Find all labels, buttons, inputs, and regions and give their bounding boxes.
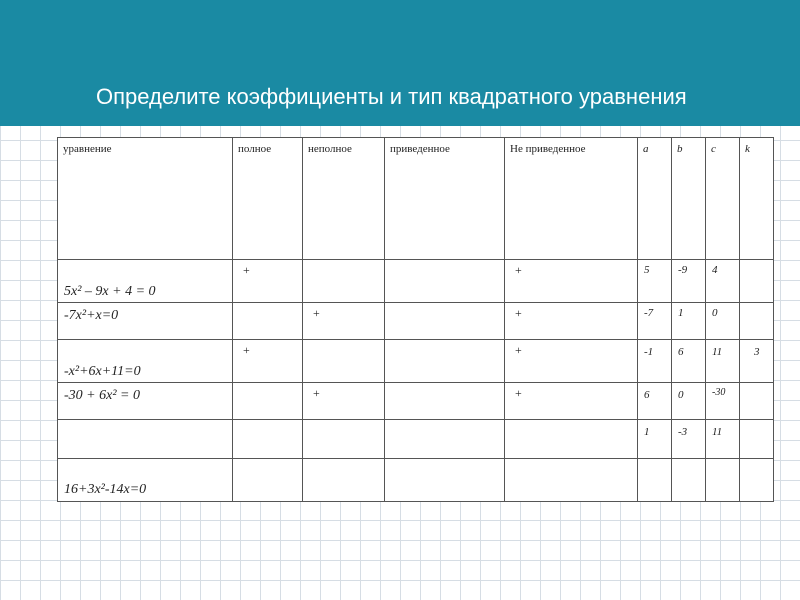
full-cell — [233, 383, 303, 420]
incomplete-cell — [303, 459, 385, 502]
table-row — [58, 303, 774, 340]
equation-cell — [58, 260, 233, 303]
not-reduced-mark: + — [515, 263, 522, 277]
table-row — [58, 340, 774, 383]
a-cell — [638, 459, 672, 502]
b-value: -3 — [678, 426, 688, 438]
equation-cell — [58, 383, 233, 420]
header-equation: уравнение — [58, 138, 233, 260]
c-value: 11 — [712, 426, 723, 438]
a-value: 6 — [644, 389, 650, 401]
incomplete-cell — [303, 383, 385, 420]
k-cell — [740, 420, 774, 459]
b-value: 6 — [678, 346, 684, 358]
b-value: -9 — [678, 264, 688, 276]
full-mark: + — [243, 263, 250, 277]
header-k: k — [740, 138, 774, 260]
table-row — [58, 420, 774, 459]
incomplete-cell — [303, 420, 385, 459]
b-cell — [672, 420, 706, 459]
not-reduced-mark: + — [515, 306, 522, 320]
b-cell — [672, 459, 706, 502]
reduced-cell — [385, 420, 505, 459]
not-reduced-cell — [505, 260, 638, 303]
a-cell — [638, 303, 672, 340]
b-cell — [672, 340, 706, 383]
reduced-cell — [385, 303, 505, 340]
header-a: a — [638, 138, 672, 260]
c-cell — [706, 420, 740, 459]
reduced-cell — [385, 459, 505, 502]
a-value: 5 — [644, 264, 650, 276]
k-cell — [740, 459, 774, 502]
incomplete-cell — [303, 303, 385, 340]
table-row — [58, 383, 774, 420]
c-cell — [706, 303, 740, 340]
equation-cell — [58, 420, 233, 459]
reduced-cell — [385, 260, 505, 303]
equation-cell — [58, 340, 233, 383]
k-cell — [740, 303, 774, 340]
a-cell — [638, 340, 672, 383]
reduced-cell — [385, 383, 505, 420]
a-value: -1 — [644, 346, 654, 358]
not-reduced-cell — [505, 303, 638, 340]
header-c: c — [706, 138, 740, 260]
not-reduced-cell — [505, 340, 638, 383]
header-not-reduced: Не приведенное — [505, 138, 638, 260]
header-reduced: приведенное — [385, 138, 505, 260]
header-full: полное — [233, 138, 303, 260]
c-cell — [706, 340, 740, 383]
equation-cell — [58, 459, 233, 502]
k-cell — [740, 340, 774, 383]
a-value: -7 — [644, 307, 654, 319]
full-mark: + — [243, 343, 250, 357]
c-value: 11 — [712, 346, 723, 358]
full-cell — [233, 260, 303, 303]
incomplete-mark: + — [313, 306, 320, 320]
equation-cell — [58, 303, 233, 340]
equation-text: 16+3x²-14x=0 — [64, 482, 147, 497]
c-value: 0 — [712, 307, 718, 319]
full-cell — [233, 459, 303, 502]
incomplete-cell — [303, 340, 385, 383]
b-cell — [672, 383, 706, 420]
b-cell — [672, 303, 706, 340]
c-cell — [706, 260, 740, 303]
k-cell — [740, 260, 774, 303]
coefficients-table — [57, 137, 774, 502]
not-reduced-cell — [505, 383, 638, 420]
c-cell — [706, 459, 740, 502]
c-cell — [706, 383, 740, 420]
equation-text: -x²+6x+11=0 — [64, 364, 141, 379]
b-cell — [672, 260, 706, 303]
reduced-cell — [385, 340, 505, 383]
not-reduced-cell — [505, 459, 638, 502]
header-incomplete: неполное — [303, 138, 385, 260]
full-cell — [233, 340, 303, 383]
b-value: 1 — [678, 307, 684, 319]
coefficients-table-container — [57, 137, 773, 501]
incomplete-mark: + — [313, 386, 320, 400]
equation-text: -30 + 6x² = 0 — [64, 388, 140, 403]
table-header-row — [58, 138, 774, 260]
k-cell — [740, 383, 774, 420]
full-cell — [233, 303, 303, 340]
incomplete-cell — [303, 260, 385, 303]
table-row — [58, 260, 774, 303]
equation-text: 5x² – 9x + 4 = 0 — [64, 284, 156, 299]
header-b: b — [672, 138, 706, 260]
b-value: 0 — [678, 389, 684, 401]
full-cell — [233, 420, 303, 459]
not-reduced-mark: + — [515, 343, 522, 357]
equation-text: -7x²+x=0 — [64, 308, 119, 323]
a-value: 1 — [644, 426, 650, 438]
k-value: 3 — [754, 346, 760, 358]
c-value: -30 — [712, 387, 726, 398]
c-value: 4 — [712, 264, 718, 276]
not-reduced-cell — [505, 420, 638, 459]
a-cell — [638, 420, 672, 459]
table-row — [58, 459, 774, 502]
a-cell — [638, 260, 672, 303]
not-reduced-mark: + — [515, 386, 522, 400]
a-cell — [638, 383, 672, 420]
slide-title: Определите коэффициенты и тип квадратного уравнения — [96, 84, 687, 109]
title-banner — [0, 0, 800, 126]
